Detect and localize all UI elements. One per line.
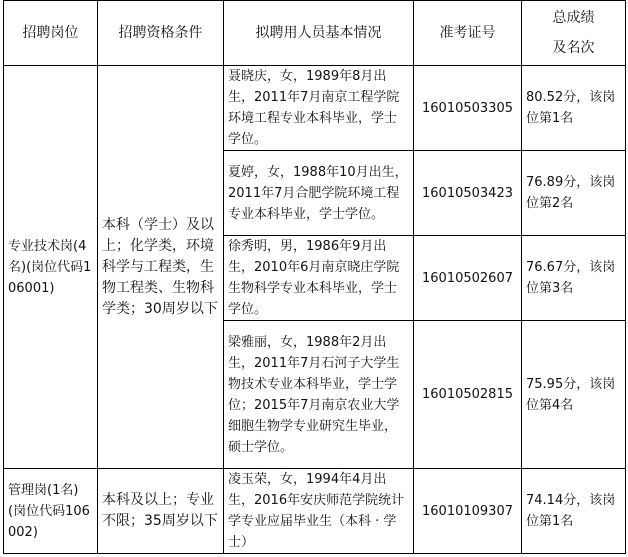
- person-cell: 徐秀明，男，1986年9月出生，2010年6月南京晓庄学院生物科学专业本科毕业，学士学位。: [224, 236, 414, 321]
- table-row: [4, 469, 626, 554]
- score-cell: 75.95分，该岗位第4名: [522, 321, 626, 469]
- header-score-line1: 总成绩: [552, 10, 595, 26]
- requirements-cell: 本科及以上；专业不限；35周岁以下: [98, 469, 224, 554]
- header-score-line2: 及名次: [552, 40, 595, 56]
- post-cell: 专业技术岗(4名)(岗位代码106001): [4, 66, 98, 469]
- header-exam-id: 准考证号: [414, 1, 522, 66]
- score-cell: 80.52分，该岗位第1名: [522, 66, 626, 151]
- header-requirements: 招聘资格条件: [98, 1, 224, 66]
- header-score: [522, 1, 626, 66]
- header-post: 招聘岗位: [4, 1, 98, 66]
- score-cell: 76.89分，该岗位第2名: [522, 151, 626, 236]
- person-cell: 夏婷，女，1988年10月出生，2011年7月合肥学院环境工程专业本科毕业，学士学位。: [224, 151, 414, 236]
- exam-id-cell: 16010109307: [414, 469, 522, 554]
- exam-id-cell: 16010503305: [414, 66, 522, 151]
- person-cell: 凌玉荣，女，1994年4月出生，2016年安庆师范学院统计学专业应届毕业生（本科 · 学士）: [224, 469, 414, 554]
- score-cell: 76.67分，该岗位第3名: [522, 236, 626, 321]
- header-person: 拟聘用人员基本情况: [224, 1, 414, 66]
- header-row: [4, 1, 626, 66]
- exam-id-cell: 16010503423: [414, 151, 522, 236]
- exam-id-cell: 16010502815: [414, 321, 522, 469]
- person-cell: 梁雅丽，女，1988年2月出生，2011年7月石河子大学生物技术专业本科毕业，学士学位；2015年7月南京农业大学细胞生物学专业研究生毕业，硕士学位。: [224, 321, 414, 469]
- score-cell: 74.14分，该岗位第1名: [522, 469, 626, 554]
- person-cell: 聂晓庆，女，1989年8月出生，2011年7月南京工程学院环境工程专业本科毕业，学士学位。: [224, 66, 414, 151]
- requirements-cell: 本科（学士）及以上；化学类，环境科学与工程类，生物工程类、生物科学类；30周岁以下: [98, 66, 224, 469]
- table-row: [4, 66, 626, 151]
- recruitment-table: [3, 0, 626, 554]
- exam-id-cell: 16010502607: [414, 236, 522, 321]
- post-cell: 管理岗(1名)(岗位代码106002): [4, 469, 98, 554]
